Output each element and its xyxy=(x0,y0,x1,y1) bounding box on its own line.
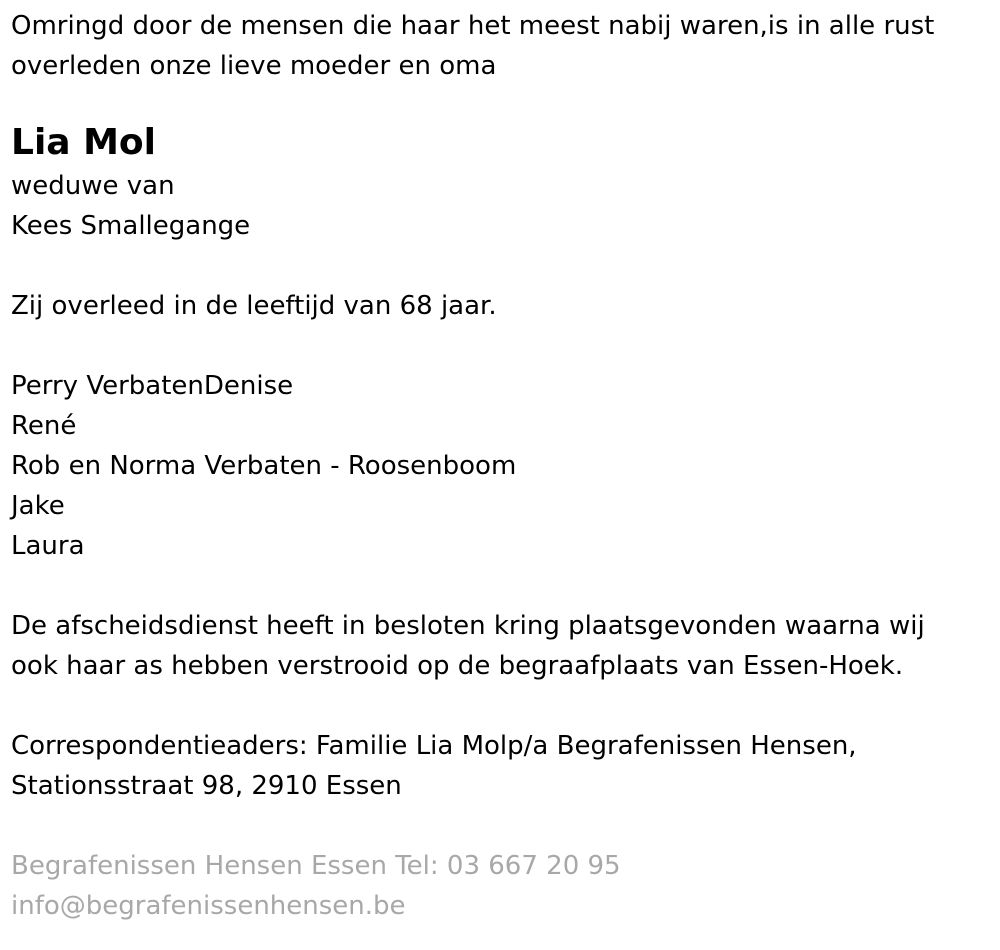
spouse-name: Kees Smallegange xyxy=(11,211,251,241)
age-text: Zij overleed in de leeftijd van 68 jaar. xyxy=(11,291,497,321)
spacer xyxy=(11,326,986,366)
family-member: Jake xyxy=(11,491,65,521)
family-member: Perry VerbatenDenise xyxy=(11,371,294,401)
spacer xyxy=(11,566,986,606)
spacer xyxy=(11,686,986,726)
service-line-1: De afscheidsdienst heeft in besloten kring plaatsgevonden waarna wij xyxy=(11,611,925,641)
funeral-home-contact: Begrafenissen Hensen Essen Tel: 03 667 20 95 xyxy=(11,851,621,881)
family-member: René xyxy=(11,411,77,441)
correspondence-line-2: Stationsstraat 98, 2910 Essen xyxy=(11,771,402,801)
spacer xyxy=(11,246,986,286)
funeral-home-email[interactable]: info@begrafenissenhensen.be xyxy=(11,891,406,921)
spacer xyxy=(11,806,986,846)
correspondence-line-1: Correspondentieaders: Familie Lia Molp/a Begrafenissen Hensen, xyxy=(11,731,857,761)
family-member: Laura xyxy=(11,531,85,561)
relation-text: weduwe van xyxy=(11,171,175,201)
intro-line-1: Omringd door de mensen die haar het meest nabij waren,is in alle rust xyxy=(11,11,935,41)
service-line-2: ook haar as hebben verstrooid op de begraafplaats van Essen-Hoek. xyxy=(11,651,904,681)
family-member: Rob en Norma Verbaten - Roosenboom xyxy=(11,451,517,481)
deceased-name: Lia Mol xyxy=(11,122,157,163)
spacer xyxy=(11,86,986,120)
footer xyxy=(11,846,986,926)
family-list xyxy=(11,366,986,566)
intro-line-2: overleden onze lieve moeder en oma xyxy=(11,51,497,81)
